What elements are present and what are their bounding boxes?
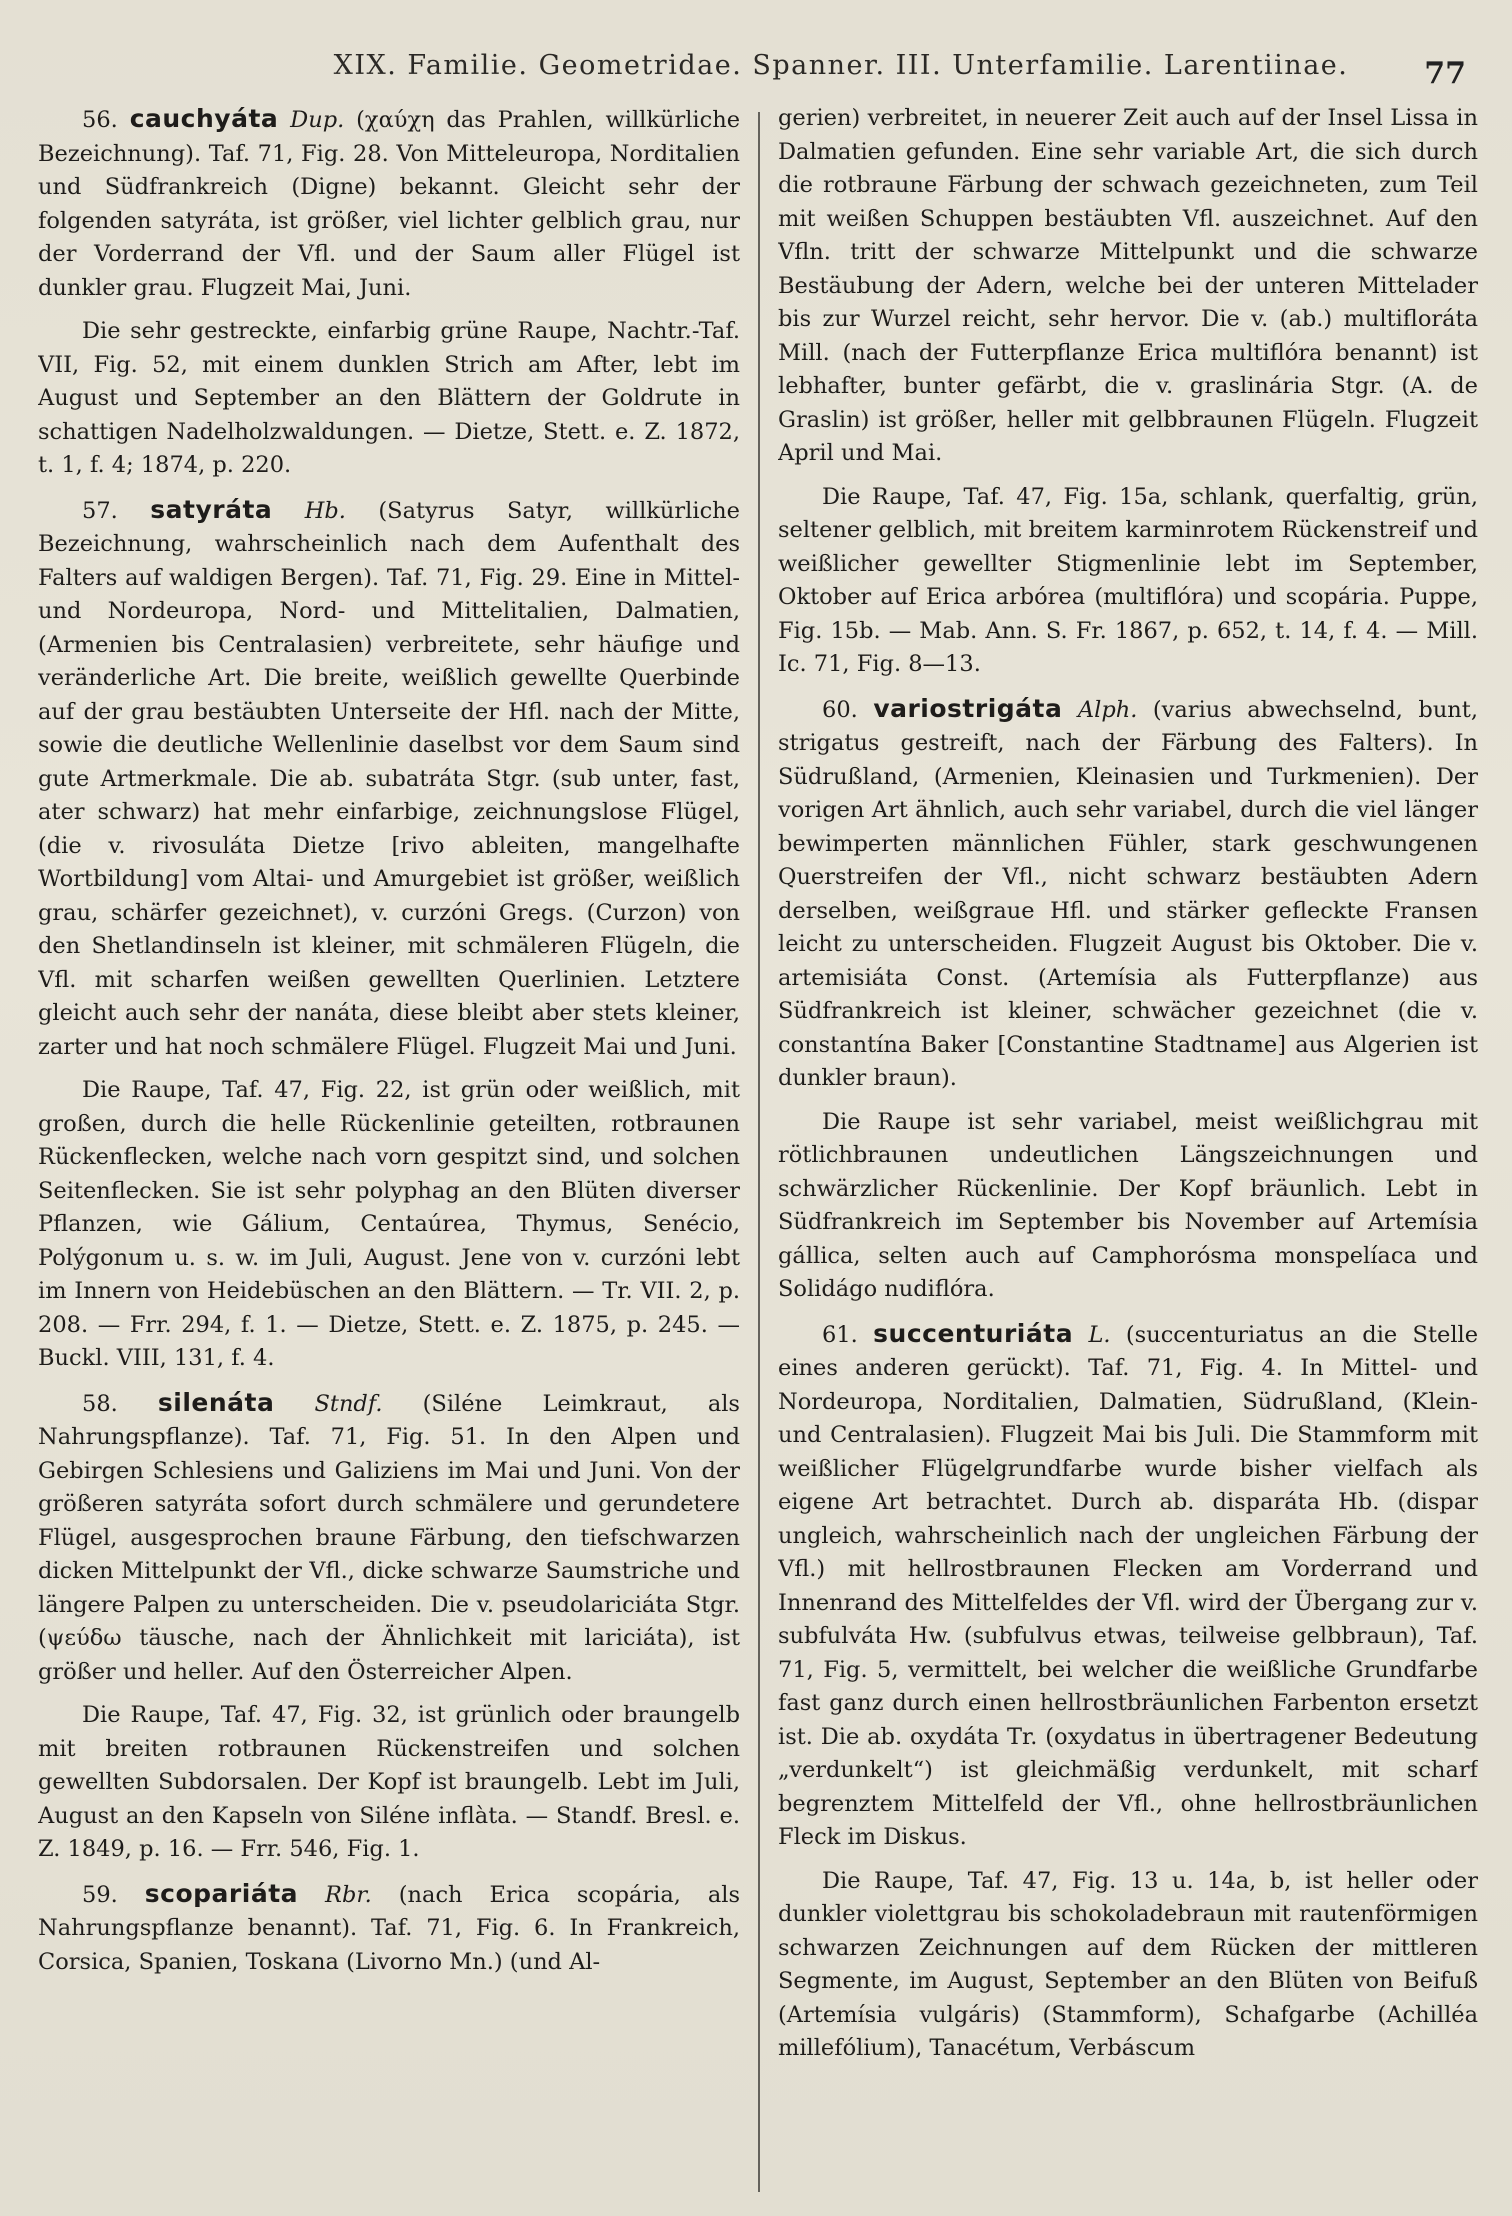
- entry-57-larva: Die Raupe, Taf. 47, Fig. 22, ist grün oder weißlich, mit großen, durch die helle Rückenlinie geteilten, rotbraunen Rückenflecken, welche nach vorn gespitzt sind, und solchen Seitenflecken. Sie ist sehr polyphag an den Blüten diverser Pflanzen, wie Gálium, Centaúrea, Thymus, Senécio, Polýgonum u. s. w. im Juli, August. Jene von v. curzóni lebt im Innern von Heidebüschen an den Blättern. — Tr. VII. 2, p. 208. — Frr. 294, f. 1. — Dietze, Stett. e. Z. 1875, p. 245. — Buckl. VIII, 131, f. 4.: [38, 1077, 740, 1371]
- entry-number: 56.: [82, 107, 118, 133]
- entry-number: 57.: [82, 497, 118, 524]
- entry-60: [778, 692, 1478, 1096]
- species-name: satyráta: [150, 494, 273, 524]
- entry-text: (nach Erica scopária, als Nahrungspflanze benannt). Taf. 71, Fig. 6. In Frankreich, Corsica, Spanien, Toskana (Livorno Mn.) (und Al-: [38, 1881, 740, 1975]
- species-name: scopariáta: [144, 1878, 299, 1908]
- entry-number: 59.: [82, 1881, 118, 1908]
- column-divider: [758, 112, 760, 2192]
- entry-text: (varius abwechselnd, bunt, strigatus gestreift, nach der Färbung des Falters). In Südrußland, (Armenien, Kleinasien und Turkmenien). Der vorigen Art ähnlich, auch sehr variabel, durch die viel länger bewimperten männlichen Fühler, stark geschwungenen Querstreifen der Vfl., nicht schwarz bestäubten Adern derselben, weißgraue Hfl. und stärker gefleckte Fransen leicht zu unterscheiden. Flugzeit August bis Oktober. Die v. artemisiáta Const. (Artemísia als Futterpflanze) aus Südfrankreich ist kleiner, schwächer gezeichnet (die v. constantína Baker [Constantine Stadtname] aus Algerien ist dunkler braun).: [778, 696, 1478, 1091]
- species-name: variostrigáta: [873, 693, 1063, 723]
- author: Stndf.: [314, 1390, 383, 1417]
- author: L.: [1088, 1321, 1111, 1348]
- running-head: XIX. Familie. Geometridae. Spanner. III. Unterfamilie. Larentiinae.: [333, 50, 1349, 81]
- author: Dup.: [290, 107, 345, 133]
- entry-60-larva: Die Raupe ist sehr variabel, meist weißlichgrau mit rötlichbraunen undeutlichen Längszeichnungen und schwärzlicher Rückenlinie. Der Kopf bräunlich. Lebt in Südfrankreich im September bis November auf Artemísia gállica, selten auch auf Camphorósma monspelíaca und Solidágo nudiflóra.: [778, 1108, 1478, 1302]
- entry-57: [38, 493, 740, 1065]
- entry-text: (Siléne Leimkraut, als Nahrungspflanze). Taf. 71, Fig. 51. In den Alpen und Gebirgen Schlesiens und Galiziens im Mai und Juni. Von der größeren satyráta sofort durch schmälere und gerundetere Flügel, ausgesprochen braune Färbung, den tiefschwarzen dicken Mittelpunkt der Vfl., dicke schwarze Saumstriche und längere Palpen zu unterscheiden. Die v. pseudolariciáta Stgr. (ψεύδω täusche, nach der Ähnlichkeit mit lariciáta), ist größer und heller. Auf den Österreicher Alpen.: [38, 1390, 740, 1685]
- entry-number: 60.: [822, 696, 858, 723]
- author: Hb.: [304, 497, 346, 524]
- species-name: succenturiáta: [873, 1318, 1074, 1348]
- entry-59: [38, 1877, 740, 1980]
- entry-58-larva: Die Raupe, Taf. 47, Fig. 32, ist grünlich oder braungelb mit breiten rotbraunen Rückenstreifen und solchen gewellten Subdorsalen. Der Kopf ist braungelb. Lebt im Juli, August an den Kapseln von Siléne inflàta. — Standf. Bresl. e. Z. 1849, p. 16. — Frr. 546, Fig. 1.: [38, 1702, 740, 1862]
- left-column: [38, 102, 740, 2202]
- entry-59-continued: gerien) verbreitet, in neuerer Zeit auch auf der Insel Lissa in Dalmatien gefunden. Eine sehr variable Art, die sich durch die rotbraune Färbung der schwach gezeichneten, zum Teil mit weißen Schuppen bestäubten Vfl. auszeichnet. Auf den Vfln. tritt der schwarze Mittelpunkt und die schwarze Bestäubung der Adern, welche bei der unteren Mittelader bis zur Wurzel reicht, sehr hervor. Die v. (ab.) multifloráta Mill. (nach der Futterpflanze Erica multiflóra benannt) ist lebhafter, bunter gefärbt, die v. graslinária Stgr. (A. de Graslin) ist größer, heller mit gelbbraunen Flügeln. Flugzeit April und Mai.: [778, 105, 1478, 466]
- entry-number: 61.: [822, 1321, 858, 1348]
- entry-text: (succenturiatus an die Stelle eines anderen gerückt). Taf. 71, Fig. 4. In Mittel- und Nordeuropa, Norditalien, Dalmatien, Südrußland, (Klein- und Centralasien). Flugzeit Mai bis Juli. Die Stammform mit weißlicher Flügelgrundfarbe wurde bisher vielfach als eigene Art betrachtet. Durch ab. disparáta Hb. (dispar ungleich, wahrscheinlich nach der ungleichen Färbung der Vfl.) mit hellrostbraunen Flecken am Vorderrand und Innenrand des Mittelfeldes der Vfl. wird der Übergang zur v. subfulváta Hw. (subfulvus etwas, teilweise gelbbraun), Taf. 71, Fig. 5, vermittelt, bei welcher die weißliche Grundfarbe fast ganz durch einen hellrostbräunlichen Farbenton ersetzt ist. Die ab. oxydáta Tr. (oxydatus in übertragener Bedeutung „verdunkelt“) ist gleichmäßig verdunkelt, mit scharf begrenztem Mittelfeld der Vfl., ohne hellrostbräunlichen Fleck im Diskus.: [778, 1321, 1478, 1850]
- page-number: 77: [1424, 56, 1466, 91]
- entry-text: (χαύχη das Prahlen, willkürliche Bezeichnung). Taf. 71, Fig. 28. Von Mitteleuropa, Norditalien und Südfrankreich (Digne) bekannt. Gleicht sehr der folgenden satyráta, ist größer, viel lichter gelblich grau, nur der Vorderrand der Vfl. und der Saum aller Flügel ist dunkler grau. Flugzeit Mai, Juni.: [38, 107, 740, 301]
- entry-text: (Satyrus Satyr, willkürliche Bezeichnung, wahrscheinlich nach dem Aufenthalt des Falters auf waldigen Bergen). Taf. 71, Fig. 29. Eine in Mittel- und Nordeuropa, Nord- und Mittelitalien, Dalmatien, (Armenien bis Centralasien) verbreitete, sehr häufige und veränderliche Art. Die breite, weißlich gewellte Querbinde auf der grau bestäubten Unterseite der Hfl. nach der Mitte, sowie die deutliche Wellenlinie daselbst vor dem Saum sind gute Artmerkmale. Die ab. subatráta Stgr. (sub unter, fast, ater schwarz) hat mehr einfarbige, zeichnungslose Flügel, (die v. rivosuláta Dietze [rivo ableiten, mangelhafte Wortbildung] vom Altai- und Amurgebiet ist größer, weißlich grau, schärfer gezeichnet), v. curzóni Gregs. (Curzon) von den Shetlandinseln ist kleiner, mit schmäleren Flügeln, die Vfl. mit scharfen weißen gewellten Querlinien. Letztere gleicht auch sehr der nanáta, diese bleibt aber stets kleiner, zarter und hat noch schmälere Flügel. Flugzeit Mai und Juni.: [38, 497, 740, 1060]
- entry-56-larva: Die sehr gestreckte, einfarbig grüne Raupe, Nachtr.-Taf. VII, Fig. 52, mit einem dunklen Strich am After, lebt im August und September an den Blättern der Goldrute in schattigen Nadelholzwaldungen. — Dietze, Stett. e. Z. 1872, t. 1, f. 4; 1874, p. 220.: [38, 318, 740, 478]
- entry-58: [38, 1386, 740, 1690]
- entry-59-larva: Die Raupe, Taf. 47, Fig. 15a, schlank, querfaltig, grün, seltener gelblich, mit breitem karminrotem Rückenstreif und weißlicher gewellter Stigmenlinie lebt im September, Oktober auf Erica arbórea (multiflóra) und scopária. Puppe, Fig. 15b. — Mab. Ann. S. Fr. 1867, p. 652, t. 14, f. 4. — Mill. Ic. 71, Fig. 8—13.: [778, 483, 1478, 677]
- entry-56: [38, 102, 740, 305]
- author: Alph.: [1077, 696, 1138, 723]
- species-name: cauchyáta: [129, 104, 279, 133]
- entry-61-larva: Die Raupe, Taf. 47, Fig. 13 u. 14a, b, ist heller oder dunkler violettgrau bis schokoladebraun mit rautenförmigen schwarzen Zeichnungen auf dem Rücken der mittleren Segmente, im August, September an den Blüten von Beifuß (Artemísia vulgáris) (Stammform), Schafgarbe (Achilléa millefólium), Tanacétum, Verbáscum: [778, 1867, 1478, 2061]
- right-column: [778, 102, 1478, 2202]
- author: Rbr.: [325, 1881, 372, 1908]
- entry-61: [778, 1317, 1478, 1855]
- entry-number: 58.: [82, 1390, 118, 1417]
- species-name: silenáta: [157, 1387, 275, 1417]
